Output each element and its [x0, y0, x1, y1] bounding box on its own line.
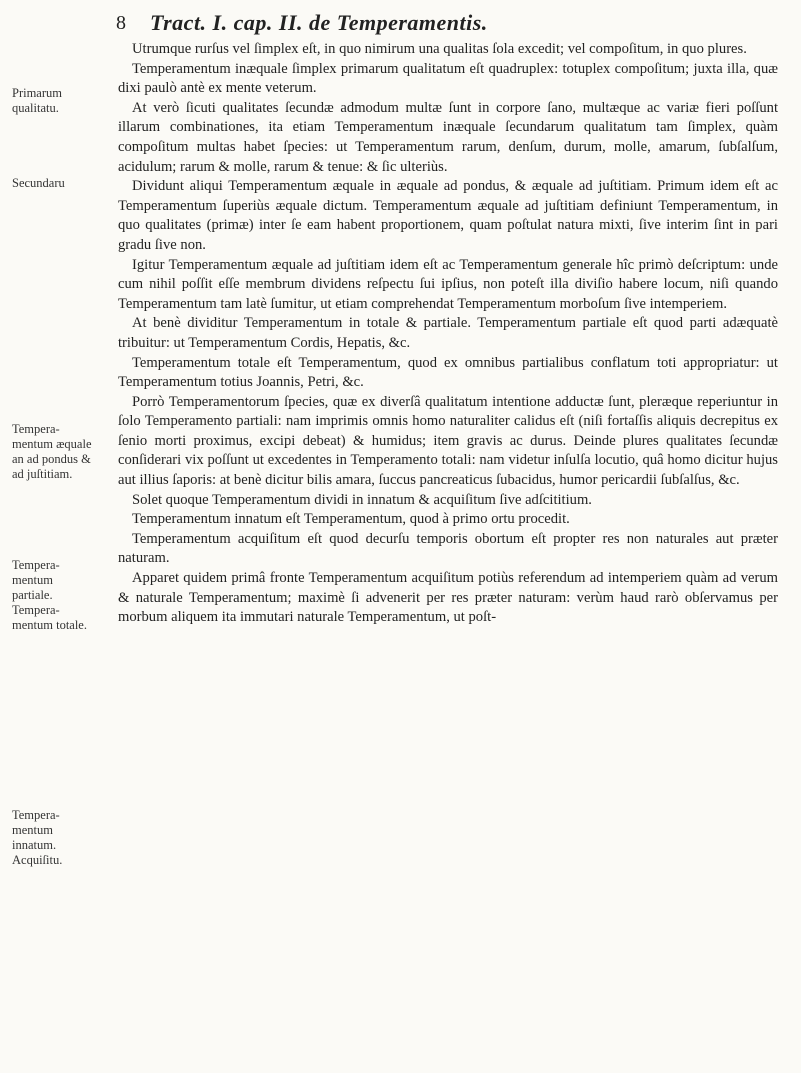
margin-note-innatum-acquisitum: Tempera-mentum innatum. Acquiſitu.	[12, 808, 63, 867]
paragraph: Temperamentum acquiſitum eſt quod decurſu temporis obortum eſt propter res non naturales aut præter naturam.	[118, 530, 778, 567]
paragraph: Temperamentum innatum eſt Temperamentum, quod à primo ortu procedit.	[132, 511, 570, 528]
paragraph: Apparet quidem primâ fronte Temperamentum acquiſitum potiùs referendum ad intemperiem quàm ad verum & naturale Temperamentum; maximè ſi advenerit per res præter naturam: verùm haud rarò obſervamus per morbum aliquem ita immutari naturale Temperamentum, ut poſt-	[118, 570, 778, 626]
paragraph: At verò ſicuti qualitates ſecundæ admodum multæ ſunt in corpore ſano, multæque ac variæ fieri poſſunt illarum combinationes, ita etiam Temperamentum inæquale ſecundarum qualitatum tam ſimplex, quàm compoſitum multas habet ſpecies: ut Temperamentum rarum, denſum, durum, molle, amarum, ſubſalſum, acidulum; rarum & molle, rarum & tenue: & ſic ulteriùs.	[118, 99, 778, 175]
page-number: 8	[116, 12, 126, 34]
margin-note-partiale-totale: Tempera-mentum partiale. Tempera-mentum totale.	[12, 558, 87, 632]
paragraph: Utrumque rurſus vel ſimplex eſt, in quo nimirum una qualitas ſola excedit; vel compoſitum, in quo plures.	[132, 41, 747, 57]
margin-note-secundarum: Secundaru	[12, 176, 65, 190]
margin-note-aequale: Tempera-mentum æquale an ad pondus & ad juſtitiam.	[12, 422, 92, 481]
paragraph: At benè dividitur Temperamentum in totale & partiale. Temperamentum partiale eſt quod parti adæquatè tribuitur: ut Temperamentum Cordis, Hepatis, &c.	[118, 315, 778, 351]
paragraph: Dividunt aliqui Temperamentum æquale in æquale ad pondus, & æquale ad juſtitiam. Primum idem eſt ac Temperamentum ſuperiùs æquale dictum. Temperamentum æquale ad juſtitiam definiunt Temperamentum, in quo qualitates (primæ) inter ſe eam habent proportionem, quam poſtulat natura mixti, ſive interim ſint in pari gradu ſive non.	[118, 178, 778, 253]
paragraph: Temperamentum totale eſt Temperamentum, quod ex omnibus partialibus conflatum toti appropriatur: ut Temperamentum totius Joannis, Petri, &c.	[118, 354, 778, 391]
running-title: Tract. I. cap. II. de Temperamentis.	[150, 10, 488, 35]
paragraph: Porrò Temperamentorum ſpecies, quæ ex diverſâ qualitatum intentione adductæ ſunt, pleræque reperiuntur in ſolo Temperamento partiali: nam imprimis omnis homo naturaliter calidus eſt (niſi fortaſſis aliquis decrepitus ex ſenio morti proximus, excipi debeat) & humidus; item gravis ac durus. Deinde plures qualitates ſecundæ conſiderari vix poſſunt ut excedentes in Temperamento totali: nam videtur inſulſa locutio, quâ homo dicitur hujus aut illius ſaporis: at benè dicitur bilis amara, ſuccus pancreaticus ſubacidus, humor pericardii ſubſalſus, &c.	[118, 393, 778, 489]
paragraph: Temperamentum inæquale ſimplex primarum qualitatum eſt quadruplex: totuplex compoſitum; juxta illa, quæ dixi paulò antè ex mente veterum.	[118, 60, 778, 97]
margin-note-primarum: Primarum qualitatu.	[12, 86, 62, 115]
text-body	[118, 40, 778, 628]
page-header	[116, 6, 776, 40]
paragraph: Igitur Temperamentum æquale ad juſtitiam idem eſt ac Temperamentum generale hîc primò deſcriptum: unde cum nihil poſſit eſſe membrum dividens reſpectu ſui ipſius, non poteſt illa diviſio habere locum, niſi quando Temperamentum tam latè ſumitur, ut etiam comprehendat Temperamentum morboſum ſive intemperiem.	[118, 256, 778, 312]
paragraph: Solet quoque Temperamentum dividi in innatum & acquiſitum ſive adſcititium.	[132, 491, 592, 508]
